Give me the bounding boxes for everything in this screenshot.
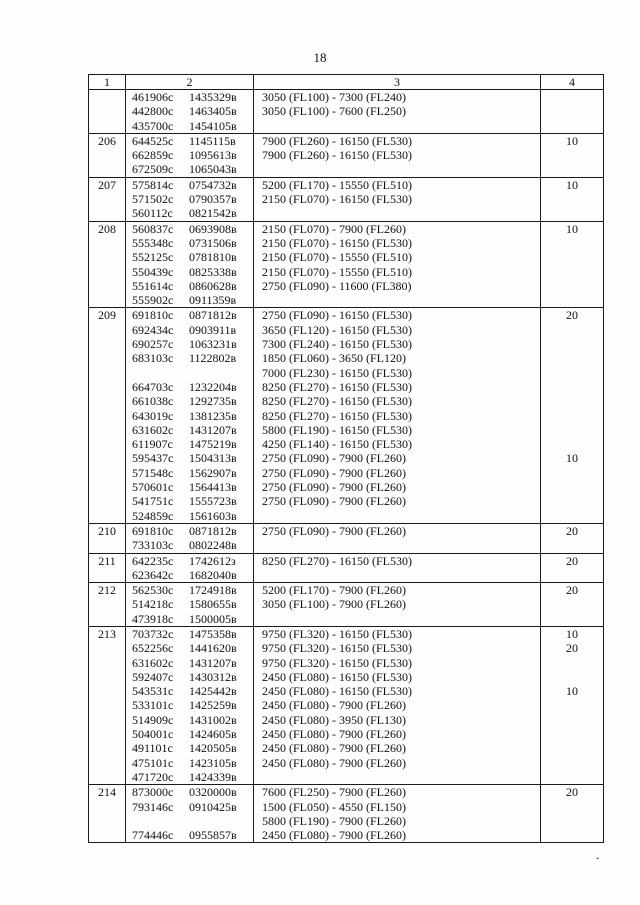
value: 20 (566, 785, 578, 800)
latitude: 524859с (132, 508, 174, 523)
coordinate-line (132, 178, 253, 192)
zone-id: 212 (98, 583, 116, 598)
level-range: 7000 (FL230) - 16150 (FL530) (262, 365, 412, 380)
longitude: 1095613в (189, 148, 237, 163)
longitude: 1580655в (189, 597, 237, 612)
longitude: 1425259в (189, 698, 237, 713)
latitude: 491101с (132, 741, 173, 756)
coordinate-line (132, 104, 253, 118)
longitude: 1742612з (189, 553, 236, 568)
coordinate-line (132, 612, 253, 626)
coordinates-cell (126, 583, 254, 627)
coordinate-line (132, 568, 253, 582)
levels-cell (254, 221, 541, 308)
latitude: 543531с (132, 684, 174, 699)
longitude: 1424339в (189, 769, 237, 784)
value (541, 366, 603, 380)
page-number: 18 (313, 50, 327, 65)
zone-id: 209 (98, 308, 116, 323)
level-range: 2150 (FL070) - 16150 (FL530) (262, 192, 412, 207)
latitude: 692434с (132, 322, 174, 337)
coordinate-line (132, 656, 253, 670)
level-range: 9750 (FL320) - 16150 (FL530) (262, 655, 412, 670)
table-row (89, 785, 604, 843)
latitude: 793146с (132, 799, 174, 814)
latitude: 690257с (132, 337, 174, 352)
coordinate-line (132, 554, 253, 568)
level-range: 5800 (FL190) - 16150 (FL530) (262, 422, 412, 437)
level-range: 2450 (FL080) - 7900 (FL260) (262, 828, 406, 843)
level-range: 7300 (FL240) - 16150 (FL530) (262, 337, 412, 352)
coordinate-line (132, 698, 253, 712)
latitude: 514909с (132, 712, 174, 727)
level-range: 2450 (FL080) - 16150 (FL530) (262, 669, 412, 684)
coordinate-line (132, 437, 253, 451)
levels-cell (254, 177, 541, 221)
value-cell (541, 553, 604, 583)
longitude: 1454105в (189, 118, 237, 133)
longitude: 1232204в (189, 379, 237, 394)
latitude: 873000с (132, 785, 174, 800)
longitude: 1430312в (189, 669, 237, 684)
longitude: 1122802в (189, 351, 237, 366)
value-cell (541, 785, 604, 843)
coordinate-line (132, 466, 253, 480)
value: 20 (566, 583, 578, 598)
value (541, 670, 603, 684)
zone-id-cell (89, 523, 126, 553)
longitude: 0860628в (189, 278, 237, 293)
levels-cell (254, 785, 541, 843)
value (541, 409, 603, 423)
coordinate-line (132, 162, 253, 176)
longitude: 0790357в (189, 192, 237, 207)
latitude: 435700с (132, 118, 174, 133)
longitude: 1500005в (189, 611, 237, 626)
longitude: 1420505в (189, 741, 237, 756)
latitude: 595437с (132, 451, 174, 466)
coordinate-line (132, 509, 253, 523)
longitude: 1063231в (189, 337, 237, 352)
coordinate-line (132, 380, 253, 394)
longitude: 1555723в (189, 494, 237, 509)
longitude: 0871812в (189, 523, 237, 538)
longitude: 0825338в (189, 264, 237, 279)
coordinate-line (132, 741, 253, 755)
zone-id: 213 (98, 626, 116, 641)
level-range: 2150 (FL070) - 16150 (FL530) (262, 235, 412, 250)
coordinate-line (132, 627, 253, 641)
latitude: 471720с (132, 769, 174, 784)
value-cell (541, 221, 604, 308)
header-cell-1: 1 (89, 75, 126, 90)
coordinate-line (132, 727, 253, 741)
value (541, 323, 603, 337)
header-cell-4: 4 (541, 75, 604, 90)
value (541, 394, 603, 408)
longitude: 1431207в (189, 655, 237, 670)
levels-cell (254, 626, 541, 784)
latitude: 644525с (132, 133, 174, 148)
value (541, 656, 603, 670)
latitude: 683103с (132, 351, 174, 366)
value-cell (541, 583, 604, 627)
coordinates-cell (126, 177, 254, 221)
longitude: 0693908в (189, 221, 237, 236)
zone-id: 211 (98, 553, 116, 568)
latitude: 703732с (132, 626, 174, 641)
coordinate-line (132, 583, 253, 597)
level-range: 2450 (FL080) - 7900 (FL260) (262, 755, 406, 770)
value: 10 (566, 626, 578, 641)
longitude: 0911359в (189, 293, 237, 308)
value: 10 (566, 684, 578, 699)
level-range: 4250 (FL140) - 16150 (FL530) (262, 437, 412, 452)
value (541, 337, 603, 351)
coordinate-line (132, 351, 253, 365)
latitude: 672509с (132, 162, 174, 177)
coordinate-line (132, 366, 253, 380)
zone-id: 210 (98, 523, 116, 538)
longitude: 1475358в (189, 626, 237, 641)
longitude: 0781810в (189, 250, 237, 265)
latitude: 570601с (132, 480, 174, 495)
level-range: 3050 (FL100) - 7900 (FL260) (262, 597, 406, 612)
table-row (89, 133, 604, 177)
latitude: 475101с (132, 755, 174, 770)
longitude: 0821542в (189, 206, 237, 221)
level-range: 8250 (FL270) - 16150 (FL530) (262, 379, 412, 394)
level-range: 2450 (FL080) - 7900 (FL260) (262, 741, 406, 756)
latitude: 774446с (132, 828, 174, 843)
header-cell-2: 2 (126, 75, 254, 90)
coordinate-line (132, 713, 253, 727)
longitude: 1441620в (189, 641, 237, 656)
level-range: 2450 (FL080) - 16150 (FL530) (262, 684, 412, 699)
level-range: 7600 (FL250) - 7900 (FL260) (262, 785, 406, 800)
level-range: 2450 (FL080) - 7900 (FL260) (262, 727, 406, 742)
level-range: 3050 (FL100) - 7300 (FL240) (262, 90, 406, 104)
latitude: 555348с (132, 235, 174, 250)
latitude: 642235с (132, 553, 174, 568)
longitude: 0731506в (189, 235, 237, 250)
zone-id-cell (89, 133, 126, 177)
coordinates-cell (126, 523, 254, 553)
latitude: 551614с (132, 278, 174, 293)
level-range: 9750 (FL320) - 16150 (FL530) (262, 641, 412, 656)
level-range: 3650 (FL120) - 16150 (FL530) (262, 322, 412, 337)
longitude: 1423105в (189, 755, 237, 770)
level-range: 1850 (FL060) - 3650 (FL120) (262, 351, 406, 366)
coordinate-line (132, 90, 253, 104)
zone-id-cell (89, 583, 126, 627)
coordinate-line (132, 148, 253, 162)
level-range: 2750 (FL090) - 7900 (FL260) (262, 523, 406, 538)
coordinate-line (132, 828, 253, 842)
table-header-row (89, 75, 604, 90)
value (541, 437, 603, 451)
level-range: 5200 (FL170) - 15550 (FL510) (262, 177, 412, 192)
value: 10 (566, 133, 578, 148)
table-row (89, 90, 604, 134)
longitude: 1724918в (189, 583, 237, 598)
value: 20 (566, 523, 578, 538)
level-range: 1500 (FL050) - 4550 (FL150) (262, 799, 406, 814)
table-row (89, 583, 604, 627)
zone-id-cell (89, 90, 126, 134)
longitude: 1145115в (189, 133, 236, 148)
coordinate-line (132, 206, 253, 220)
coordinates-cell (126, 90, 254, 134)
longitude: 1292735в (189, 394, 237, 409)
coordinate-line (132, 480, 253, 494)
level-range: 2750 (FL090) - 7900 (FL260) (262, 480, 406, 495)
value: 10 (566, 451, 578, 466)
latitude: 592407с (132, 669, 174, 684)
longitude: 0955857в (189, 828, 237, 843)
level-range: 8250 (FL270) - 16150 (FL530) (262, 408, 412, 423)
coordinate-line (132, 494, 253, 508)
coordinate-line (132, 279, 253, 293)
latitude: 560837с (132, 221, 174, 236)
levels-cell (254, 133, 541, 177)
latitude: 652256с (132, 641, 174, 656)
level-range: 5800 (FL190) - 7900 (FL260) (262, 813, 406, 828)
longitude: 0802248в (189, 538, 237, 553)
levels-cell (254, 523, 541, 553)
zone-id: 208 (98, 221, 116, 236)
longitude: 1425442в (189, 684, 237, 699)
level-range: 8250 (FL270) - 16150 (FL530) (262, 553, 412, 568)
coordinate-line (132, 134, 253, 148)
longitude: 1065043в (189, 162, 237, 177)
coordinate-line (132, 597, 253, 611)
levels-cell (254, 583, 541, 627)
coordinate-line (132, 394, 253, 408)
longitude: 1475219в (189, 437, 237, 452)
levels-cell (254, 553, 541, 583)
coordinate-line (132, 323, 253, 337)
latitude: 550439с (132, 264, 174, 279)
zone-id: 214 (98, 785, 116, 800)
zone-id: 206 (98, 133, 116, 148)
value: 20 (566, 641, 578, 656)
longitude: 1435329в (189, 90, 237, 104)
latitude: 643019с (132, 408, 174, 423)
level-range: 2150 (FL070) - 7900 (FL260) (262, 221, 406, 236)
longitude: 1381235в (189, 408, 237, 423)
zone-id-cell (89, 785, 126, 843)
latitude: 552125с (132, 250, 174, 265)
airspace-table (88, 74, 604, 843)
level-range: 2750 (FL090) - 7900 (FL260) (262, 465, 406, 480)
coordinate-line (132, 409, 253, 423)
longitude: 0871812в (189, 308, 237, 323)
latitude: 562530с (132, 583, 174, 598)
level-range: 8250 (FL270) - 16150 (FL530) (262, 394, 412, 409)
level-range: 7900 (FL260) - 16150 (FL530) (262, 148, 412, 163)
value: 20 (566, 553, 578, 568)
latitude: 575814с (132, 177, 174, 192)
value-cell (541, 308, 604, 523)
latitude: 662859с (132, 148, 174, 163)
table-row (89, 626, 604, 784)
coordinates-cell (126, 626, 254, 784)
coordinate-line (132, 337, 253, 351)
value: 10 (566, 221, 578, 236)
coordinate-line (132, 222, 253, 236)
zone-id: 207 (98, 177, 116, 192)
header-cell-3: 3 (254, 75, 541, 90)
longitude: 1682040в (189, 567, 237, 582)
longitude: 1463405в (189, 104, 237, 119)
longitude: 1562907в (189, 465, 237, 480)
level-range: 7900 (FL260) - 16150 (FL530) (262, 133, 412, 148)
table-row (89, 523, 604, 553)
latitude: 631602с (132, 422, 174, 437)
latitude: 733103с (132, 538, 174, 553)
longitude: 0903911в (189, 322, 237, 337)
latitude: 661038с (132, 394, 174, 409)
table-row (89, 177, 604, 221)
latitude: 533101с (132, 698, 174, 713)
level-range: 2750 (FL090) - 7900 (FL260) (262, 494, 406, 509)
value-cell (541, 523, 604, 553)
longitude: 1424605в (189, 727, 237, 742)
latitude: 611907с (132, 437, 173, 452)
coordinate-line (132, 293, 253, 307)
coordinate-line (132, 800, 253, 814)
latitude: 555902с (132, 293, 174, 308)
corner-mark: ˇ (596, 857, 600, 868)
latitude: 691810с (132, 523, 174, 538)
coordinates-cell (126, 785, 254, 843)
latitude: 691810с (132, 308, 174, 323)
latitude: 560112с (132, 206, 173, 221)
longitude: 1564413в (189, 480, 237, 495)
level-range: 2750 (FL090) - 16150 (FL530) (262, 308, 412, 323)
zone-id-cell (89, 221, 126, 308)
value (541, 423, 603, 437)
longitude: 1504313в (189, 451, 237, 466)
level-range: 2450 (FL080) - 7900 (FL260) (262, 698, 406, 713)
level-range: 2450 (FL080) - 3950 (FL130) (262, 712, 406, 727)
longitude: 1431002в (189, 712, 237, 727)
coordinate-line (132, 770, 253, 784)
level-range: 5200 (FL170) - 7900 (FL260) (262, 583, 406, 598)
longitude: 1561603в (189, 508, 237, 523)
coordinate-line (132, 641, 253, 655)
coordinates-cell (126, 221, 254, 308)
value-cell (541, 133, 604, 177)
level-range: 2150 (FL070) - 15550 (FL510) (262, 250, 412, 265)
coordinate-line (132, 451, 253, 465)
value: 10 (566, 177, 578, 192)
value-cell (541, 626, 604, 784)
value (541, 380, 603, 394)
table-row (89, 308, 604, 523)
zone-id-cell (89, 177, 126, 221)
latitude: 571548с (132, 465, 174, 480)
level-range: 9750 (FL320) - 16150 (FL530) (262, 626, 412, 641)
latitude: 473918с (132, 611, 174, 626)
zone-id (89, 90, 125, 104)
level-range: 3050 (FL100) - 7600 (FL250) (262, 104, 406, 119)
longitude: 0910425в (189, 799, 237, 814)
zone-id-cell (89, 308, 126, 523)
level-range: 2150 (FL070) - 15550 (FL510) (262, 264, 412, 279)
value-cell (541, 177, 604, 221)
coordinates-cell (126, 308, 254, 523)
longitude: 0320000в (189, 785, 237, 800)
coordinate-line (132, 670, 253, 684)
coordinate-line (132, 119, 253, 133)
table-row (89, 553, 604, 583)
coordinate-line (132, 785, 253, 799)
longitude: 1431207в (189, 422, 237, 437)
coordinate-line (132, 684, 253, 698)
latitude: 442800с (132, 104, 174, 119)
levels-cell (254, 90, 541, 134)
latitude: 623642с (132, 567, 174, 582)
value-cell (541, 90, 604, 134)
coordinate-line (132, 236, 253, 250)
latitude: 541751с (132, 494, 174, 509)
zone-id-cell (89, 626, 126, 784)
level-range: 2750 (FL090) - 11600 (FL380) (262, 278, 412, 293)
value (541, 351, 603, 365)
coordinate-line (132, 756, 253, 770)
latitude: 514218с (132, 597, 174, 612)
coordinate-line (132, 814, 253, 828)
coordinate-line (132, 192, 253, 206)
level-range: 2750 (FL090) - 7900 (FL260) (262, 451, 406, 466)
latitude: 504001с (132, 727, 174, 742)
value: 20 (566, 308, 578, 323)
coordinate-line (132, 308, 253, 322)
coordinate-line (132, 524, 253, 538)
longitude: 0754732в (189, 177, 237, 192)
latitude: 631602с (132, 655, 174, 670)
coordinates-cell (126, 133, 254, 177)
coordinate-line (132, 265, 253, 279)
coordinate-line (132, 538, 253, 552)
latitude: 664703с (132, 379, 174, 394)
coordinate-line (132, 250, 253, 264)
coordinates-cell (126, 553, 254, 583)
latitude: 571502с (132, 192, 174, 207)
zone-id-cell (89, 553, 126, 583)
table-row (89, 221, 604, 308)
levels-cell (254, 308, 541, 523)
coordinate-line (132, 423, 253, 437)
latitude: 461906с (132, 90, 174, 104)
